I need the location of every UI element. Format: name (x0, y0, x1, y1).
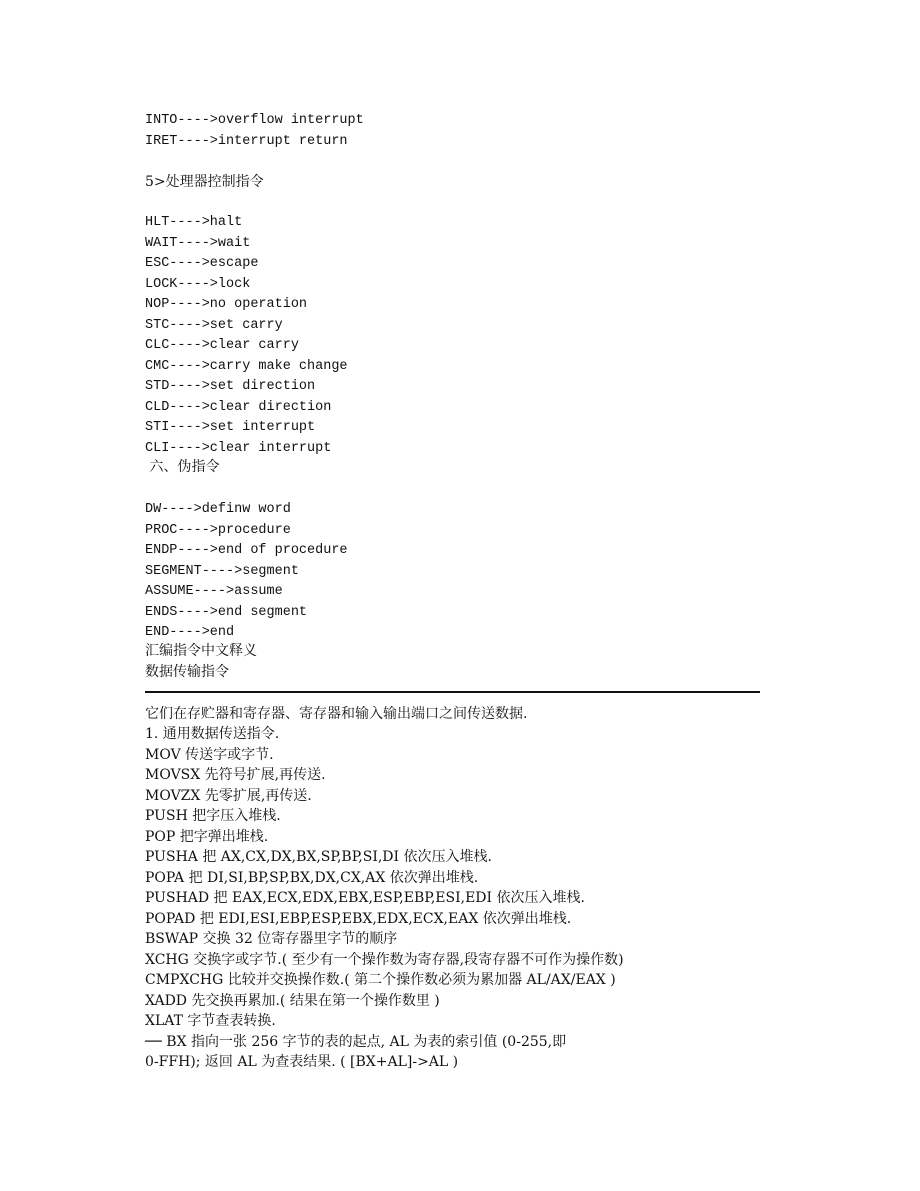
text-line: XADD 先交换再累加.( 结果在第一个操作数里 ) (145, 993, 440, 1009)
code-line: LOCK---->lock (145, 277, 251, 292)
code-line: END---->end (145, 625, 235, 640)
code-line: CLD---->clear direction (145, 400, 332, 415)
code-line: ESC---->escape (145, 256, 259, 271)
section-heading-processor-control: 5>处理器控制指令 (145, 174, 264, 190)
intro-line: 它们在存贮器和寄存器、寄存器和输入输出端口之间传送数据. (145, 706, 528, 722)
code-line-iret: IRET---->interrupt return (145, 134, 348, 149)
code-line: PROC---->procedure (145, 523, 291, 538)
code-line: CLC---->clear carry (145, 338, 299, 353)
text-line: ── BX 指向一张 256 字节的表的起点, AL 为表的索引值 (0-255,即 (145, 1034, 567, 1050)
code-line: STC---->set carry (145, 318, 283, 333)
code-line: ENDP---->end of procedure (145, 543, 348, 558)
text-line: MOVSX 先符号扩展,再传送. (145, 767, 326, 783)
text-line: XLAT 字节查表转换. (145, 1013, 276, 1029)
code-line-into: INTO---->overflow interrupt (145, 113, 364, 128)
text-line: POPA 把 DI,SI,BP,SP,BX,DX,CX,AX 依次弹出堆栈. (145, 870, 479, 886)
text-line: PUSHAD 把 EAX,ECX,EDX,EBX,ESP,EBP,ESI,EDI 依次压入堆栈. (145, 890, 585, 906)
text-line: POP 把字弹出堆栈. (145, 829, 269, 845)
text-line: BSWAP 交换 32 位寄存器里字节的顺序 (145, 931, 398, 947)
code-line: WAIT---->wait (145, 236, 251, 251)
text-line: 1. 通用数据传送指令. (145, 726, 280, 742)
text-line: PUSHA 把 AX,CX,DX,BX,SP,BP,SI,DI 依次压入堆栈. (145, 849, 492, 865)
code-line: SEGMENT---->segment (145, 564, 299, 579)
text-line: XCHG 交换字或字节.( 至少有一个操作数为寄存器,段寄存器不可作为操作数) (145, 952, 624, 968)
code-line: NOP---->no operation (145, 297, 308, 312)
text-line: POPAD 把 EDI,ESI,EBP,ESP,EBX,EDX,ECX,EAX 依次弹出堆栈. (145, 911, 572, 927)
code-line: CMC---->carry make change (145, 359, 348, 374)
text-line: CMPXCHG 比较并交换操作数.( 第二个操作数必须为累加器 AL/AX/EAX ) (145, 972, 616, 988)
code-line: DW---->definw word (145, 502, 291, 517)
section-subtitle: 数据传输指令 (145, 664, 229, 680)
section-title: 汇编指令中文释义 (145, 643, 257, 659)
code-line: ASSUME---->assume (145, 584, 283, 599)
code-line: HLT---->halt (145, 215, 243, 230)
code-line: STI---->set interrupt (145, 420, 316, 435)
code-line: STD---->set direction (145, 379, 316, 394)
text-line: MOVZX 先零扩展,再传送. (145, 788, 312, 804)
text-line: PUSH 把字压入堆栈. (145, 808, 281, 824)
section-heading-pseudo: 六、伪指令 (145, 459, 220, 475)
text-line: 0-FFH); 返回 AL 为查表结果. ( [BX+AL]->AL ) (145, 1054, 459, 1070)
text-line: MOV 传送字或字节. (145, 747, 274, 763)
code-line: CLI---->clear interrupt (145, 441, 332, 456)
code-line: ENDS---->end segment (145, 605, 308, 620)
horizontal-rule (145, 691, 760, 693)
